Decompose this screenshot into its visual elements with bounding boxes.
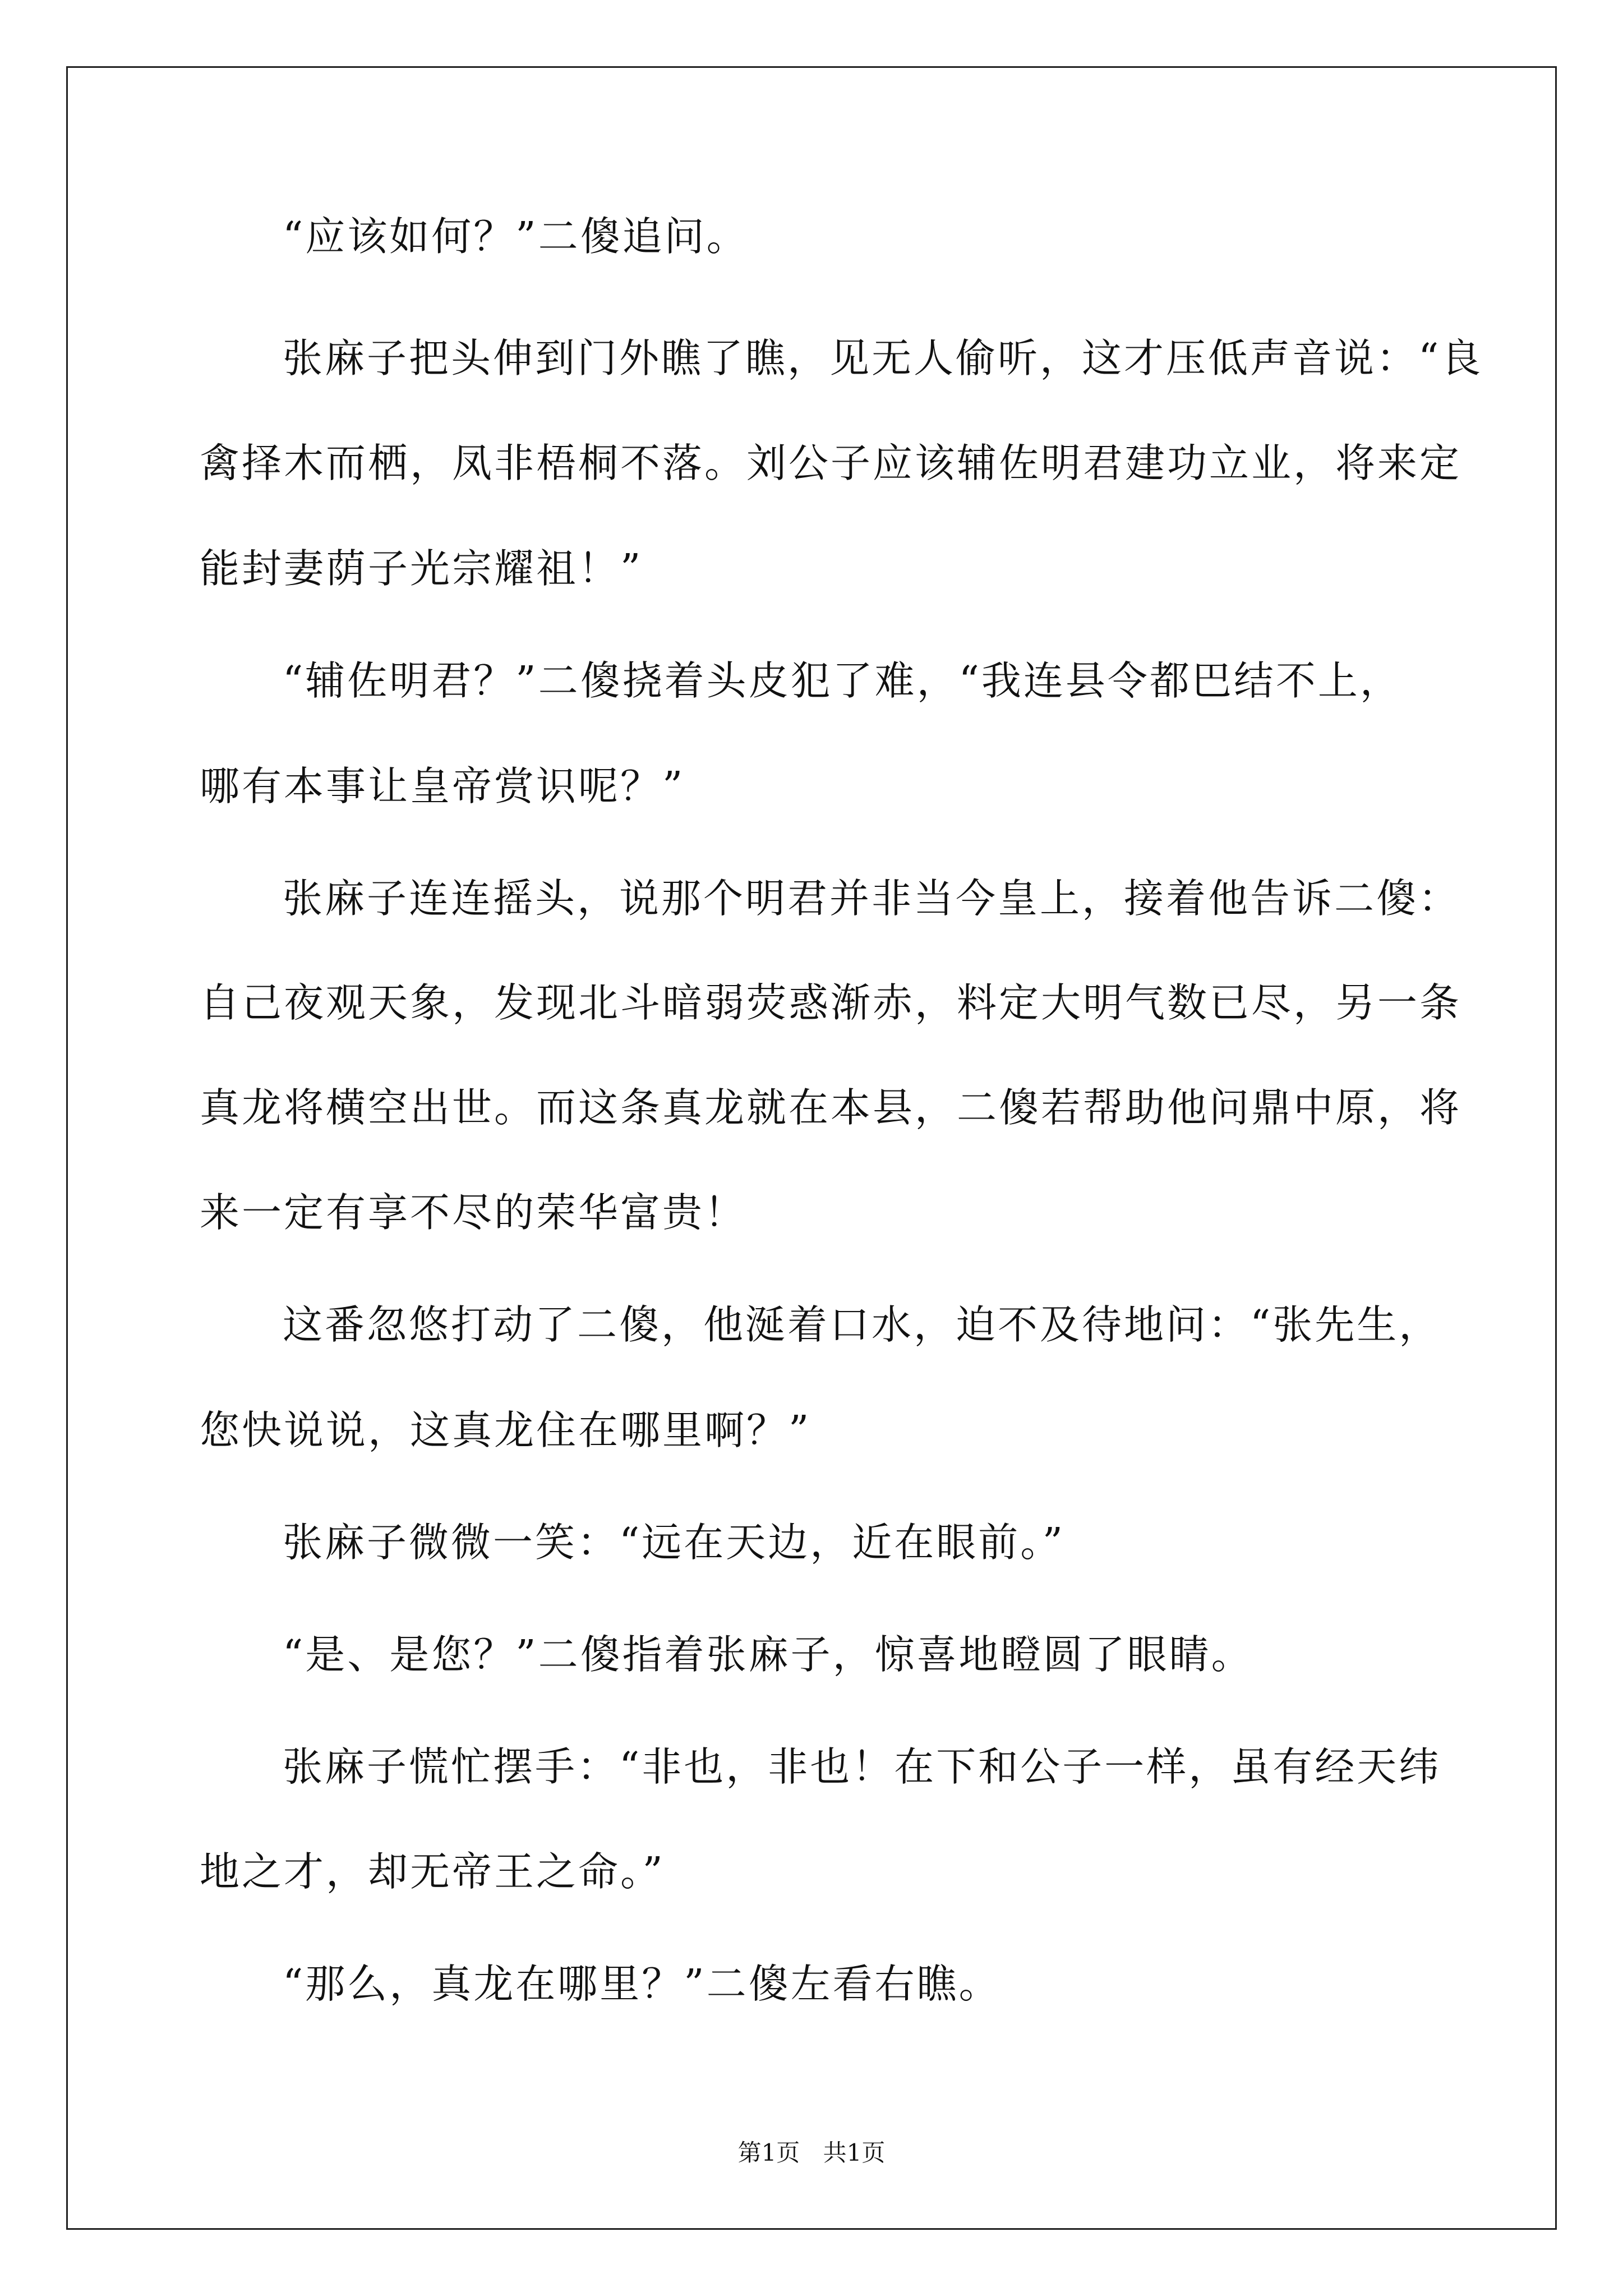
page-number: 第1页 xyxy=(737,2139,800,2166)
text-line: 真龙将横空出世。而这条真龙就在本县，二傻若帮助他问鼎中原，将 xyxy=(200,1084,1462,1131)
page-total: 共1页 xyxy=(823,2139,886,2166)
text-line: “那么，真龙在哪里？”二傻左看右瞧。 xyxy=(283,1961,1001,2007)
page-border xyxy=(66,66,1557,2230)
text-line: 来一定有享不尽的荣华富贵！ xyxy=(200,1189,747,1236)
text-line: 张麻子连连摇头，说那个明君并非当今皇上，接着他告诉二傻： xyxy=(283,875,1461,922)
text-line: “应该如何？”二傻追问。 xyxy=(283,213,749,260)
text-line: 能封妻荫子光宗耀祖！” xyxy=(200,545,643,592)
page-footer xyxy=(0,2136,1623,2170)
text-line: “是、是您？”二傻指着张麻子，惊喜地瞪圆了眼睛。 xyxy=(283,1631,1253,1678)
text-line: 您快说说，这真龙住在哪里啊？” xyxy=(200,1407,811,1453)
text-line: 地之才，却无帝王之命。” xyxy=(200,1848,665,1895)
text-line: 哪有本事让皇帝赏识呢？” xyxy=(200,763,685,809)
text-line: 这番忽悠打动了二傻，他涎着口水，迫不及待地问：“张先生， xyxy=(283,1301,1441,1348)
text-line: 张麻子把头伸到门外瞧了瞧，见无人偷听，这才压低声音说：“良 xyxy=(283,335,1483,381)
text-line: 自己夜观天象，发现北斗暗弱荧惑渐赤，料定大明气数已尽，另一条 xyxy=(200,979,1462,1026)
text-line: 张麻子慌忙摆手：“非也，非也！在下和公子一样，虽有经天纬 xyxy=(283,1743,1441,1790)
text-line: 张麻子微微一笑：“远在天边，近在眼前。” xyxy=(283,1519,1066,1566)
text-line: 禽择木而栖，凤非梧桐不落。刘公子应该辅佐明君建功立业，将来定 xyxy=(200,440,1462,486)
text-line: “辅佐明君？”二傻挠着头皮犯了难，“我连县令都巴结不上， xyxy=(283,657,1402,704)
